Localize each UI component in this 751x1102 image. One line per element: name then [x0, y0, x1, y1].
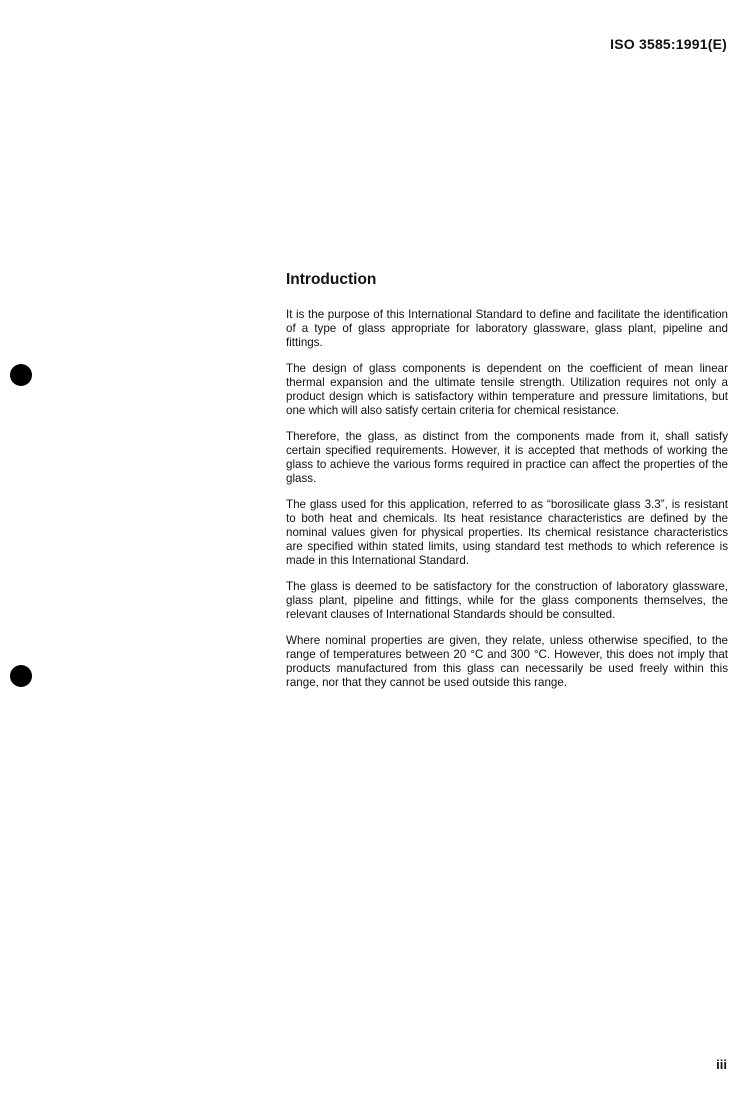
paragraph-purpose: It is the purpose of this International Standard to define and facilitate the identification of a type of glass appropriate for laboratory glassware, glass plant, pipeline and fittings. — [286, 308, 728, 349]
paragraph-requirements: Therefore, the glass, as distinct from the components made from it, shall satisfy certain specified requirements. However, it is accepted that methods of working the glass to achieve the various forms required in practice can affect the properties of the glass. — [286, 430, 728, 485]
section-title: Introduction — [286, 271, 377, 288]
binder-hole-bottom — [10, 665, 32, 687]
document-id-header: ISO 3585:1991(E) — [610, 36, 727, 52]
binder-hole-top — [10, 364, 32, 386]
paragraph-nominal-properties: Where nominal properties are given, they relate, unless otherwise specified, to the range of temperatures between 20 °C and 300 °C. However, this does not imply that products manufactured from this glass can necessarily be used freely within this range, nor that they cannot be used outside this range. — [286, 634, 728, 689]
introduction-section — [286, 270, 728, 702]
paragraph-borosilicate: The glass used for this application, referred to as “borosilicate glass 3.3”, is resistant to both heat and chemicals. Its heat resistance characteristics are defined by the nominal values given for physical properties. Its chemical resistance characteristics are specified within stated limits, using standard test methods to which reference is made in this International Standard. — [286, 498, 728, 567]
paragraph-design: The design of glass components is dependent on the coefficient of mean linear thermal expansion and the ultimate tensile strength. Utilization requires not only a product design which is satisfactory within temperature and pressure limitations, but one which will also satisfy certain criteria for chemical resistance. — [286, 362, 728, 417]
page-number: iii — [716, 1057, 727, 1072]
paragraph-suitability: The glass is deemed to be satisfactory for the construction of laboratory glassware, glass plant, pipeline and fittings, while for the glass components themselves, the relevant clauses of International Standards should be consulted. — [286, 580, 728, 621]
